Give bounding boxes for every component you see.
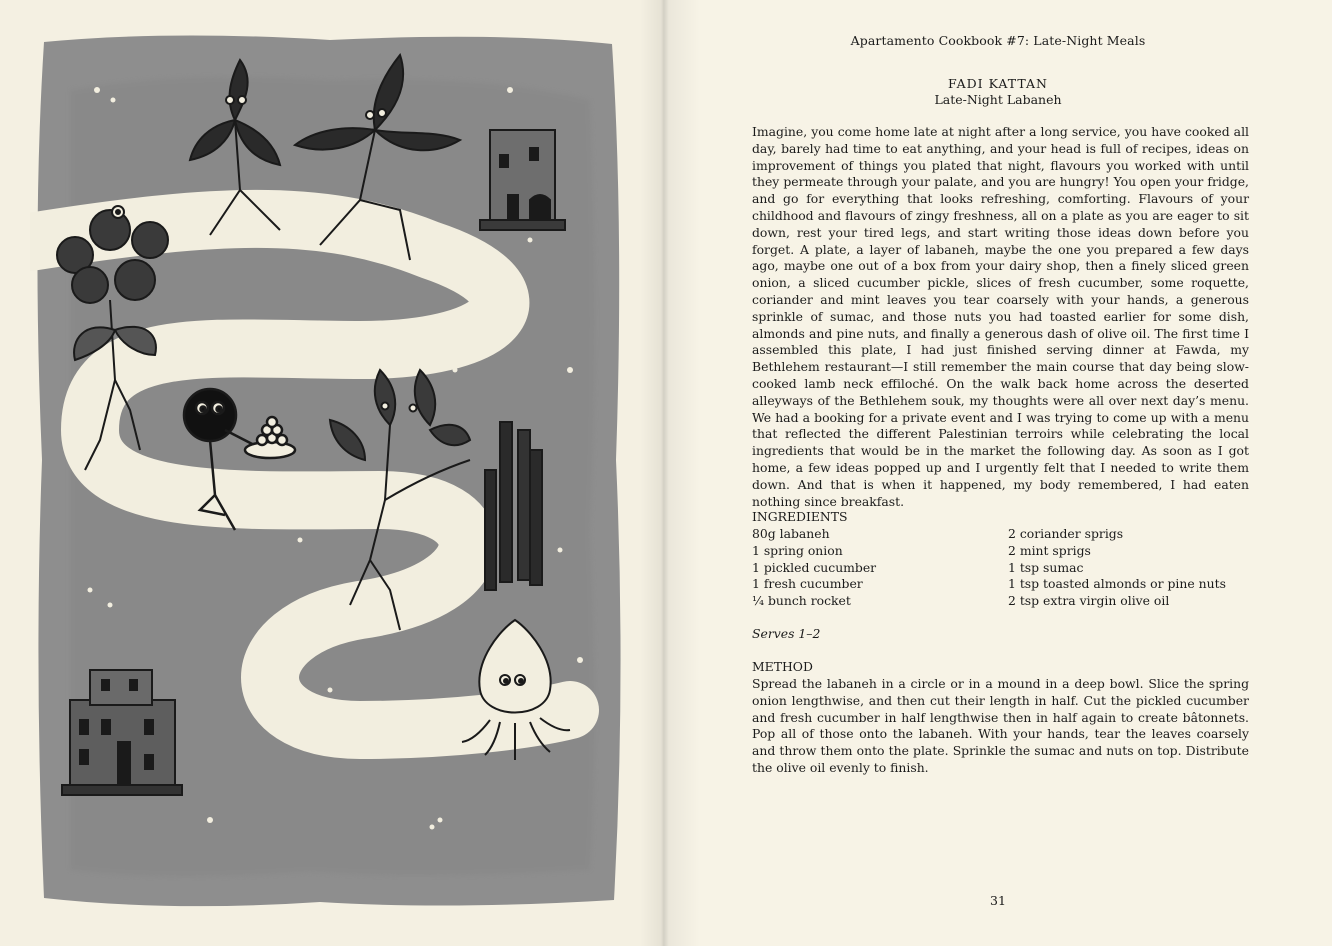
ingredient-item: 1 fresh cucumber <box>752 576 863 592</box>
author-name: FADI KATTAN <box>948 76 1048 91</box>
ingredient-item: 2 tsp extra virgin olive oil <box>1008 593 1170 609</box>
recipe-header <box>664 76 1332 108</box>
recipe-title: Late-Night Labaneh <box>934 92 1062 107</box>
ingredients-heading: INGREDIENTS <box>752 509 848 524</box>
intro-paragraph: Imagine, you come home late at night after a long service, you have cooked all day, barely had time to eat anything, and your head is full of recipes, ideas on improvement of things you plated that night, flavours you worked with until they permeate through your palate, and you are hungry! You open your fridge, and go for everything that looks refreshing, comforting. Flavours of your childhood and flavours of zingy freshness, all on a plate as you are eager to sit down, rest your tired legs, and start writing those ideas down before you forget. A plate, a layer of labaneh, maybe the one you prepared a few days ago, maybe one out of a box from your dairy shop, then a finely sliced green onion, a sliced cucumber pickle, slices of fresh cucumber, some roquette, coriander and mint leaves you tear coarsely with your hands, a generous sprinkle of sumac, and those nuts you had toasted earlier for some dish, almonds and pine nuts, and finally a generous dash of olive oil. The first time I assembled this plate, I had just finished serving dinner at Fawda, my Bethlehem restaurant—I still remember the main course that day being slow-cooked lamb neck effiloché. On the walk back home across the deserted alleyways of the Bethlehem souk, my thoughts were all over next day’s menu. We had a booking for a private event and I was trying to come up with a menu that reflected the different Palestinian terroirs while celebrating the local ingredients that would be in the market the following day. As soon as I got home, a few ideas popped up and I urgently felt that I needed to write them down. And that is when it happened, my body remembered, I had eaten nothing since breakfast. <box>752 124 1249 509</box>
ingredients-left-column <box>752 526 1002 610</box>
ingredient-item: 2 coriander sprigs <box>1008 526 1124 541</box>
method-paragraph: Spread the labaneh in a circle or in a mound in a deep bowl. Slice the spring onion lengthwise, and then cut their length in half. Cut the pickled cucumber and fresh cucumber in half lengthwise then in half again to create bâtonnets. Pop all of those onto the labaneh. With your hands, tear the leaves coarsely and throw them onto the plate. Sprinkle the sumac and nuts on top. Distribute the olive oil evenly to finish. <box>752 676 1249 775</box>
ingredients-right-column <box>1008 526 1258 610</box>
method-heading: METHOD <box>752 659 813 674</box>
left-page <box>0 0 664 946</box>
ingredient-item: 1 tsp sumac <box>1008 559 1084 575</box>
ingredient-item: 1 spring onion <box>752 542 843 558</box>
ink-illustration <box>30 30 630 910</box>
page-number: 31 <box>990 893 1006 908</box>
ingredient-item: 80g labaneh <box>752 526 830 541</box>
ingredient-item: 1 tsp toasted almonds or pine nuts <box>1008 576 1226 592</box>
ingredient-item: 1 pickled cucumber <box>752 559 877 575</box>
serves-note: Serves 1–2 <box>752 626 821 641</box>
ingredient-item: 2 mint sprigs <box>1008 542 1091 558</box>
ingredient-item: ¼ bunch rocket <box>752 593 851 609</box>
tower-building <box>480 130 565 230</box>
running-head: Apartamento Cookbook #7: Late-Night Meals <box>850 33 1146 48</box>
